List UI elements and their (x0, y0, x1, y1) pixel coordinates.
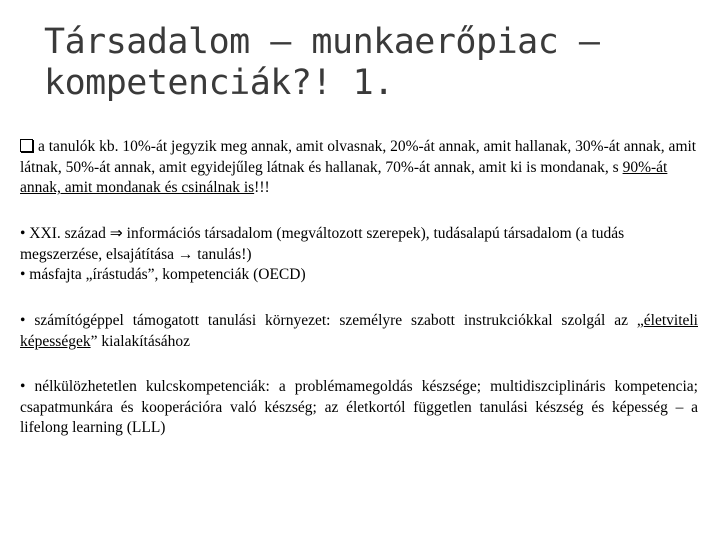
checkbox-bullet-icon (20, 139, 33, 152)
computer-learning-suffix: ” kialakításához (90, 332, 191, 350)
underlined-emphasis: 90%-át annak, amit mondanak és csinálnak is (20, 158, 668, 196)
underlined-life-skills: életviteli képességek (20, 312, 698, 350)
paragraph-learning-retention (20, 137, 698, 199)
paragraph-computer-learning (20, 311, 698, 352)
bullet-21st-century: • XXI. század ⇒ információs társadalom (megváltozott szerepek), tudásalapú társadalom (a tudás megszerzése, elsajátítása → tanulás!) (20, 225, 625, 263)
paragraph-information-society (20, 224, 698, 286)
title-line-2: kompetenciák?! 1. (44, 63, 394, 103)
exclamation-suffix: !!! (254, 179, 270, 196)
key-competencies-text: • nélkülözhetetlen kulcskompetenciák: a problémamegoldás készsége; multidiszciplináris kompetencia; csapatmunkára és kooperációra való készség; az életkortól független tanulási készség és képesség – a lifelong learning (LLL) (20, 378, 698, 436)
bullet-literacy-competencies: • másfajta „írástudás”, kompetenciák (OECD) (20, 266, 306, 283)
slide-title (44, 22, 704, 104)
title-line-1: Társadalom – munkaerőpiac – (44, 22, 600, 62)
computer-learning-text: • számítógéppel támogatott tanulási környezet: személyre szabott instrukciókkal szolgál az „ (20, 312, 644, 329)
paragraph-learning-retention-text: a tanulók kb. 10%-át jegyzik meg annak, amit olvasnak, 20%-át annak, amit hallanak, 30%-át annak, amit látnak, 50%-át annak, amit egyidejűleg látnak és hallanak, 70%-át annak, amit ki is mondanak, s (20, 138, 697, 176)
paragraph-key-competencies (20, 377, 698, 439)
